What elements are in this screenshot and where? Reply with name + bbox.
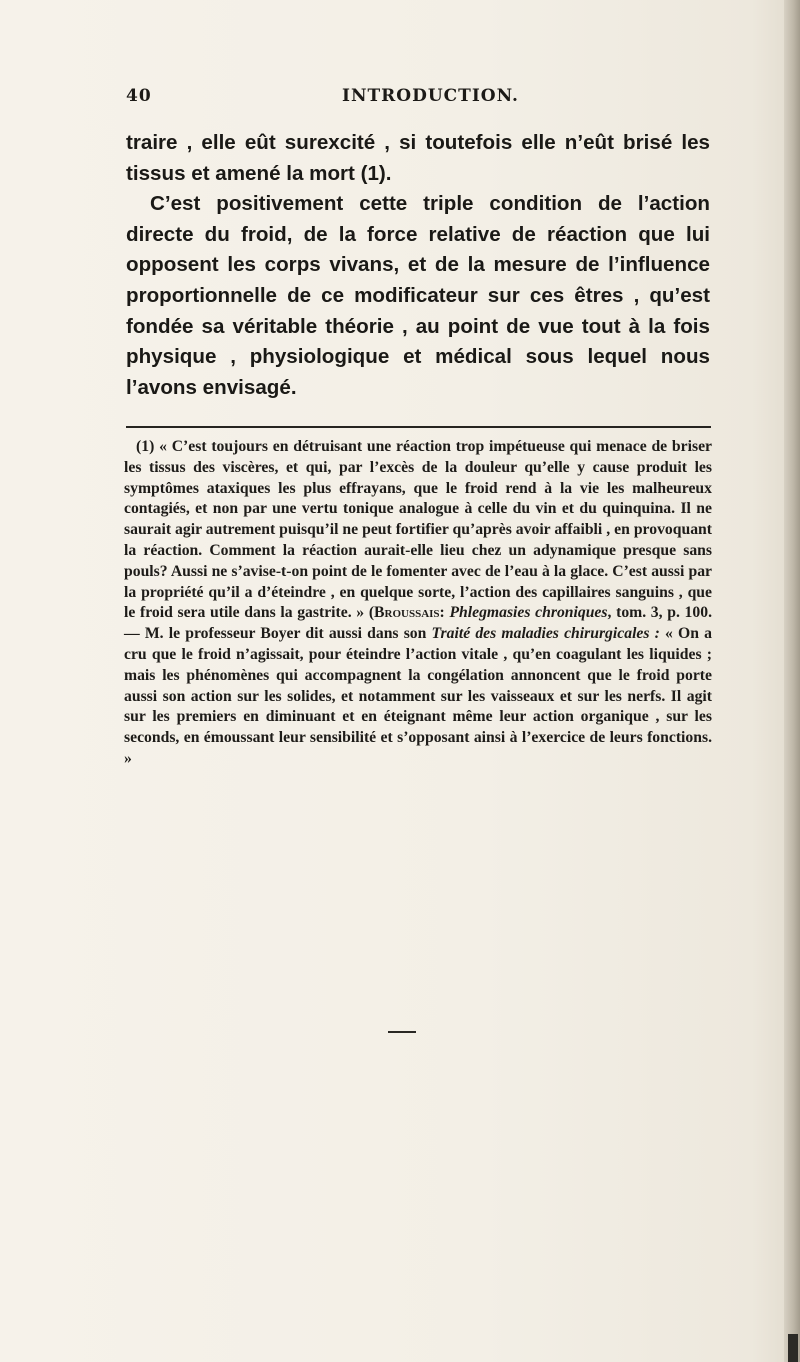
running-title: INTRODUCTION.: [342, 86, 519, 106]
body-paragraph-continued: traire , elle eût surexcité , si toutefois elle n’eût brisé les tissus et amené la mort (1).: [126, 131, 710, 185]
footnote-text-4: « On a cru que le froid n’agissait, pour éteindre l’action vitale , qu’en coagulant les liquides ; mais les phénomènes qui accompagnent la congélation annoncent que le froid porte aussi son action sur les solides, et notamment sur les vaisseaux et sur les nerfs. Il agit sur les premiers en diminuant et en éteignant même leur action organique , sur les seconds, en émoussant leur sensibilité et s’opposant ainsi à l’exercice de leurs fonctions. »: [124, 625, 712, 767]
body-paragraph: C’est positivement cette triple condition de l’action directe du froid, de la force relative de réaction que lui opposent les corps vivans, et de la mesure de l’influence proportionnelle de ce modificateur sur ces êtres , qu’est fondée sa véritable théorie , au point de vue tout à la fois physique , physiologique et médical sous lequel nous l’avons envisagé.: [126, 192, 710, 399]
footnote-separator-rule: [126, 426, 711, 428]
running-head: [126, 86, 706, 112]
footnote-text-1: (1) « C’est toujours en détruisant une réaction trop impétueuse qui menace de briser les tissus des viscères, et qui, par l’excès de la douleur qu’elle y cause produit les symptômes ataxiques les plus effrayans, que le froid rend à la vie les malheureux contagiés, et non par une vertu tonique analogue à celle du vin et du quinquina. Il ne saurait agir autrement puisqu’il ne peut fortifier qu’après avoir affaibli , en provoquant la réaction. Comment la réaction aurait-elle lieu chez un adynamique presque sans pouls? Aussi ne s’avise-t-on point de le fomenter avec de l’eau à la glace. C’est aussi par la propriété qu’il a d’éteindre , en quelque sorte, l’action des capillaires sanguins , que le froid sera utile dans la gastrite. » (: [124, 438, 712, 622]
footnote-text-2: :: [439, 604, 450, 622]
page-edge-shadow: [784, 0, 800, 1362]
footnote-text-3: , tom. 3, p. 100.— M. le professeur Boyer dit aussi dans son: [124, 604, 712, 643]
footnote: [124, 437, 712, 770]
footnote-paragraph: [124, 437, 712, 770]
footnote-author: Broussais: [374, 604, 440, 622]
main-text: [126, 128, 710, 403]
footnote-work-title-2: Traité des maladies chirurgicales :: [431, 625, 660, 643]
scan-edge-mark: [788, 1334, 798, 1362]
footnote-work-title: Phlegmasies chroniques: [449, 604, 608, 622]
end-rule: [388, 1031, 416, 1033]
page-number: 40: [126, 86, 152, 106]
